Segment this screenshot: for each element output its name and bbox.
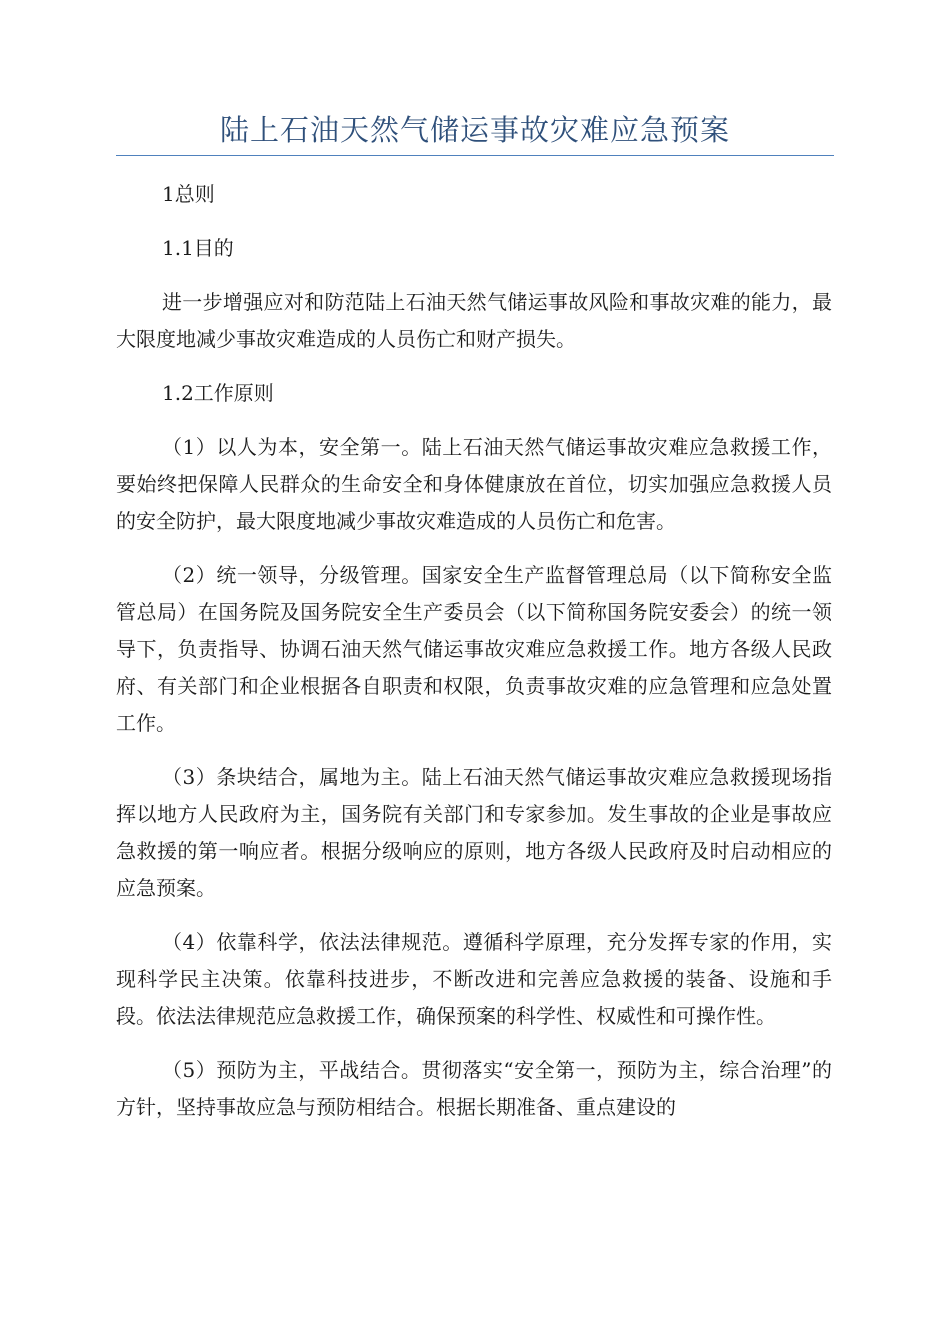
document-body <box>116 176 832 1143</box>
section-heading-purpose: 1.1目的 <box>162 236 234 260</box>
title-underline <box>116 155 834 156</box>
paragraph-principle-3: （3）条块结合，属地为主。陆上石油天然气储运事故灾难应急救援现场指挥以地方人民政府为主，国务院有关部门和专家参加。发生事故的企业是事故应急救援的第一响应者。根据分级响应的原则，地方各级人民政府及时启动相应的应急预案。 <box>116 765 832 900</box>
paragraph-purpose: 进一步增强应对和防范陆上石油天然气储运事故风险和事故灾难的能力，最大限度地减少事故灾难造成的人员伤亡和财产损失。 <box>116 290 832 351</box>
section-heading-general: 1总则 <box>162 182 215 206</box>
paragraph-principle-2: （2）统一领导，分级管理。国家安全生产监督管理总局（以下简称安全监管总局）在国务院及国务院安全生产委员会（以下简称国务院安委会）的统一领导下，负责指导、协调石油天然气储运事故灾难应急救援工作。地方各级人民政府、有关部门和企业根据各自职责和权限，负责事故灾难的应急管理和应急处置工作。 <box>116 563 832 735</box>
paragraph-principle-1: （1）以人为本，安全第一。陆上石油天然气储运事故灾难应急救援工作，要始终把保障人民群众的生命安全和身体健康放在首位，切实加强应急救援人员的安全防护，最大限度地减少事故灾难造成的人员伤亡和危害。 <box>116 435 832 533</box>
paragraph-principle-4: （4）依靠科学，依法法律规范。遵循科学原理，充分发挥专家的作用，实现科学民主决策。依靠科技进步，不断改进和完善应急救援的装备、设施和手段。依法法律规范应急救援工作，确保预案的科学性、权威性和可操作性。 <box>116 930 832 1028</box>
paragraph-principle-5: （5）预防为主，平战结合。贯彻落实“安全第一，预防为主，综合治理”的方针，坚持事故应急与预防相结合。根据长期准备、重点建设的 <box>116 1058 832 1119</box>
section-heading-principles: 1.2工作原则 <box>162 381 274 405</box>
document-title: 陆上石油天然气储运事故灾难应急预案 <box>219 113 730 147</box>
